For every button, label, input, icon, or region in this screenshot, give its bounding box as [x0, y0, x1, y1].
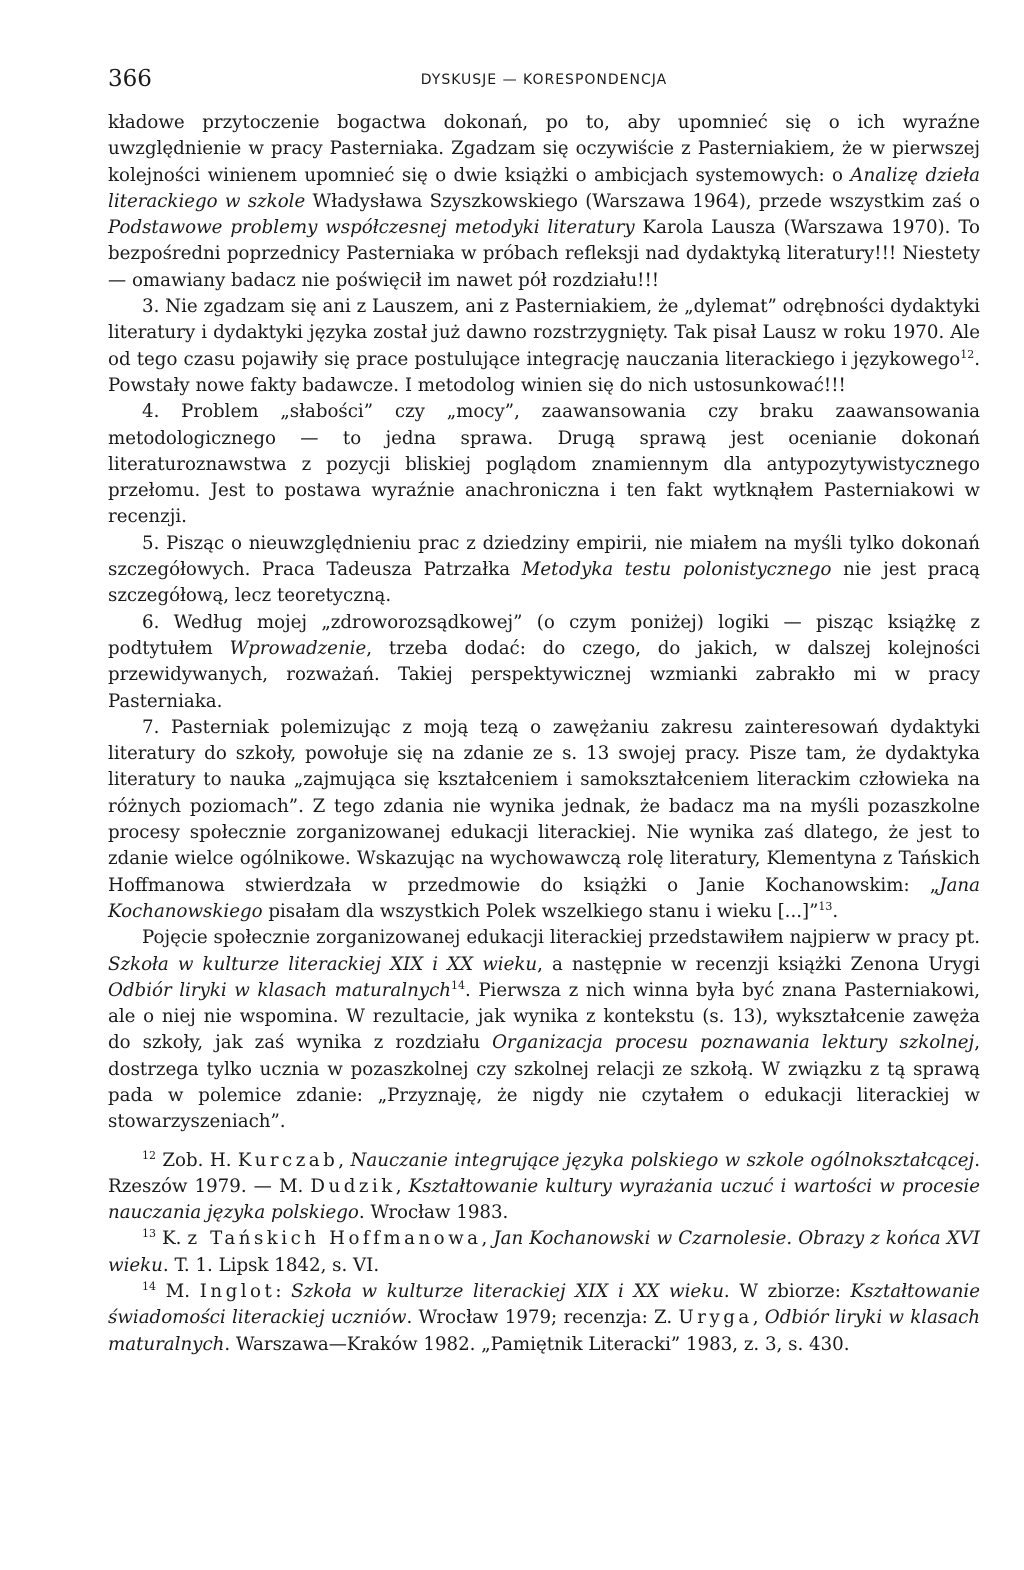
- footnotes: [108, 1148, 980, 1358]
- paragraph-point-6: 6. Według mojej „zdroworozsądkowej” (o czym poniżej) logiki — pisząc książkę z podtytułem Wprowadzenie, trzeba dodać: do czego, do jakich, w dalszej kolejności przewidywanych, rozważań. Takiej perspektywicznej wzmianki zabrakło mi w pracy Pasterniaka.: [108, 611, 980, 712]
- book-title: Odbiór liryki w klasach maturalnych: [108, 979, 451, 1001]
- book-title: Jana Kochanowskiego: [108, 874, 980, 922]
- footnote-13: $^{13}$ K. z Tańskich Hoffmanowa, Jan Kochanowski w Czarnolesie. Obrazy z końca XVI wieku. T. 1. Lipsk 1842, s. VI.: [108, 1227, 980, 1276]
- footnote-12: $^{12}$ Zob. H. Kurczab, Nauczanie integrujące języka polskiego w szkole ogólnokształcącej. Rzeszów 1979. — M. Dudzik, Kształtowanie kultury wyrażania uczuć i wartości w procesie nauczania języka polskiego. Wrocław 1983.: [108, 1148, 980, 1224]
- paragraph-point-7: 7. Pasterniak polemizując z moją tezą o zawężaniu zakresu zainteresowań dydaktyki literatury do szkoły, powołuje się na zdanie ze s. 13 swojej pracy. Pisze tam, że dydaktyka literatury to nauka „zajmująca się kształceniem i samokształceniem literackim człowieka na różnych poziomach”. Z tego zdania nie wynika jednak, że badacz ma na myśli pozaszkolne procesy społecznie zorganizowanej edukacji literackiej. Nie wynika zaś dlatego, że jest to zdanie wielce ogólnikowe. Wskazując na wychowawczą rolę literatury, Klementyna z Tańskich Hoffmanowa stwierdzała w przedmowie do książki o Janie Kochanowskim: „Jana Kochanowskiego pisałam dla wszystkich Polek wszelkiego stanu i wieku [...]”$^{13}$.: [108, 716, 980, 922]
- book-title: Jan Kochanowski w Czarnolesie. Obrazy z końca XVI wieku: [108, 1228, 980, 1276]
- footnote-ref-12[interactable]: 12: [960, 347, 975, 361]
- author-name: z Tańskich Hoffmanowa: [187, 1228, 482, 1250]
- book-title: Metodyka testu polonistycznego: [521, 559, 832, 581]
- book-title: Odbiór liryki w klasach maturalnych: [108, 1307, 981, 1355]
- body-text: [108, 110, 980, 1136]
- paragraph-point-4: 4. Problem „słabości” czy „mocy”, zaawansowania czy braku zaawansowania metodologicznego — to jedna sprawa. Drugą sprawą jest ocenianie dokonań literaturoznawstwa z pozycji bliskiej poglądom znamiennym dla antypozytywistycznego przełomu. Jest to postawa wyraźnie anachroniczna i ten fakt wytknąłem Pasterniakowi w recenzji.: [108, 401, 980, 528]
- footnote-ref-14[interactable]: 14: [450, 978, 465, 992]
- book-title: Kształtowanie kultury wyrażania uczuć i wartości w procesie nauczania języka polskiego: [108, 1175, 980, 1224]
- book-title: Podstawowe problemy współczesnej metodyki literatury: [108, 217, 635, 239]
- author-name: Dudzik: [310, 1175, 396, 1197]
- book-title: Analizę dzieła literackiego w szkole: [108, 164, 981, 212]
- author-name: Uryga: [678, 1307, 753, 1329]
- paragraph-point-3: 3. Nie zgadzam się ani z Lauszem, ani z Pasterniakiem, że „dylemat” odrębności dydaktyki literatury i dydaktyki języka został już dawno rozstrzygnięty. Tak pisał Lausz w roku 1970. Ale od tego czasu pojawiły się prace postulujące integrację nauczania literackiego i językowego$^{12}$. Powstały nowe fakty badawcze. I metodolog winien się do nich ustosunkować!!!: [108, 296, 980, 396]
- chapter-title: Organizacja procesu poznawania lektury szkolnej: [492, 1032, 975, 1054]
- paragraph-concept: Pojęcie społecznie zorganizowanej edukacji literackiej przedstawiłem najpierw w pracy pt. Szkoła w kulturze literackiej XIX i XX wieku, a następnie w recenzji książki Zenona Urygi Odbiór liryki w klasach maturalnych$^{14}$. Pierwsza z nich winna była być znana Pasterniakowi, ale o niej nie wspomina. W rezultacie, jak wynika z kontekstu (s. 13), wykształcenie zawęża do szkoły, jak zaś wynika z rozdziału Organizacja procesu poznawania lektury szkolnej, dostrzega tylko ucznia w pozaszkolnej czy szkolnej relacji ze szkołą. W związku z tą sprawą pada w polemice zdanie: „Przyznaję, że nigdy nie czytałem o edukacji literackiej w stowarzyszeniach”.: [108, 927, 980, 1133]
- book-title: Kształtowanie świadomości literackiej uczniów: [108, 1281, 980, 1329]
- running-head: DYSKUSJE — KORESPONDENCJA: [420, 72, 668, 88]
- page-number: 366: [108, 66, 152, 92]
- book-title: Nauczanie integrujące języka polskiego w szkole ogólnokształcącej: [350, 1149, 975, 1171]
- author-name: Inglot: [199, 1281, 276, 1303]
- paragraph-point-5: 5. Pisząc o nieuwzględnieniu prac z dziedziny empirii, nie miałem na myśli tylko dokonań szczegółowych. Praca Tadeusza Patrzałka Metodyka testu polonistycznego nie jest pracą szczegółową, lecz teoretyczną.: [108, 532, 980, 607]
- author-name: Kurczab: [237, 1149, 339, 1171]
- paragraph-continuation: kładowe przytoczenie bogactwa dokonań, po to, aby upomnieć się o ich wyraźne uwzględnienie w pracy Pasterniaka. Zgadzam się oczywiście z Pasterniakiem, że w pierwszej kolejności winienem upomnieć się o dwie książki o ambicjach systemowych: o Analizę dzieła literackiego w szkole Władysława Szyszkowskiego (Warszawa 1964), przede wszystkim zaś o Podstawowe problemy współczesnej metodyki literatury Karola Lausza (Warszawa 1970). To bezpośredni poprzednicy Pasterniaka w próbach refleksji nad dydaktyką literatury!!! Niestety — omawiany badacz nie poświęcił im nawet pół rozdziału!!!: [108, 112, 981, 291]
- book-title: Szkoła w kulturze literackiej XIX i XX wieku: [291, 1281, 724, 1303]
- book-title: Szkoła w kulturze literackiej XIX i XX wieku: [108, 953, 538, 975]
- footnote-ref-13[interactable]: 13: [818, 899, 833, 913]
- footnote-14: $^{14}$ M. Inglot: Szkoła w kulturze literackiej XIX i XX wieku. W zbiorze: Kształtowanie świadomości literackiej uczniów. Wrocław 1979; recenzja: Z. Uryga, Odbiór liryki w klasach maturalnych. Warszawa—Kraków 1982. „Pamiętnik Literacki” 1983, z. 3, s. 430.: [108, 1280, 981, 1355]
- page-header: [108, 60, 980, 110]
- book-title: Wprowadzenie: [229, 637, 367, 659]
- page: [108, 60, 980, 1358]
